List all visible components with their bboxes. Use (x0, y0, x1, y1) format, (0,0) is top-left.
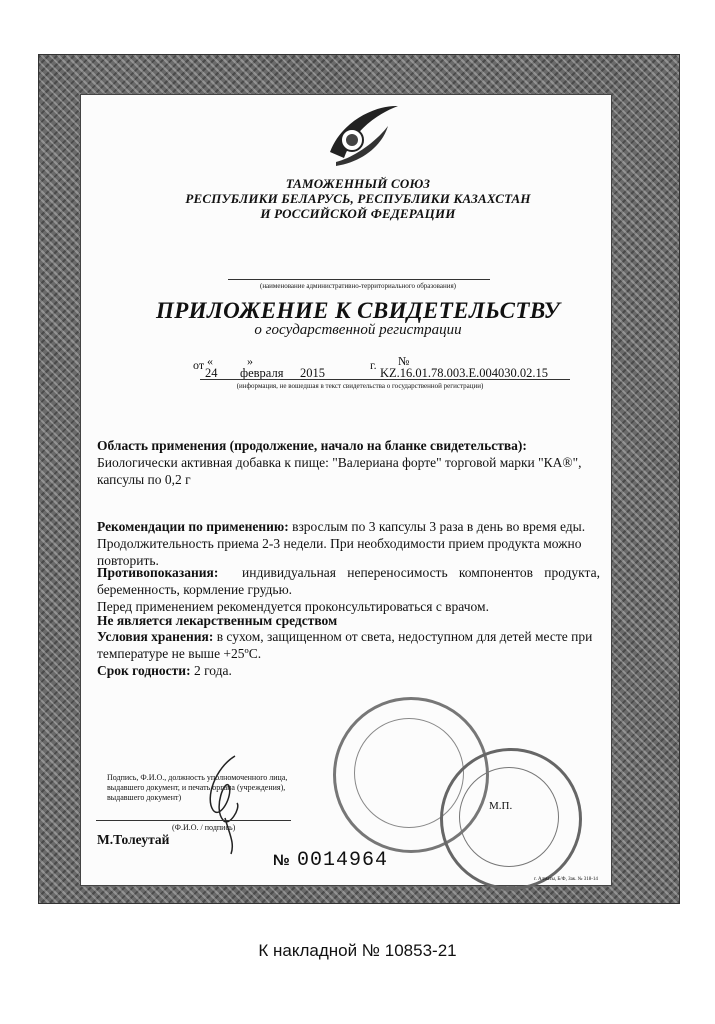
header-line-2: РЕСПУБЛИКИ БЕЛАРУСЬ, РЕСПУБЛИКИ КАЗАХСТАН (185, 191, 531, 206)
shelf-life (97, 662, 601, 679)
recommendations-line-3: повторить. (97, 553, 159, 568)
registration-number: KZ.16.01.78.003.E.004030.02.15 (380, 366, 549, 380)
date-quote-open: « (207, 354, 213, 368)
date-g: г. (370, 358, 377, 372)
recommendations-line-1 (97, 518, 601, 535)
signature-caption-3: выдавшего документ) (107, 793, 182, 802)
mp-label: М.П. (489, 800, 513, 812)
storage-label: Условия хранения: (97, 629, 214, 644)
official-seal-inner (459, 767, 559, 867)
date-line (200, 379, 570, 380)
recommendations-label: Рекомендации по применению: (97, 519, 289, 534)
contraindications-line-1: индивидуальная непереносимость компонентов продукта, (242, 565, 600, 580)
print-note: г. Алматы, Б/Ф, Зак. № 318-14 (534, 877, 598, 882)
date-month: февраля (240, 366, 284, 380)
contraindications-label: Противопоказания: (97, 565, 219, 580)
serial-no-sign: № (273, 852, 290, 869)
date-caption: (информация, не вошедшая в текст свидетельства о государственной регистрации) (236, 382, 484, 390)
header-line-1: ТАМОЖЕННЫЙ СОЮЗ (285, 176, 431, 191)
admin-caption: (наименование административно-территориального образования) (259, 282, 456, 290)
recommendations-line-2: Продолжительность приема 2-3 недели. При необходимости прием продукта можно (97, 536, 582, 551)
signature-caption-2: выдавшего документ, и печать органа (учреждения), (107, 783, 286, 792)
header-line-3: И РОССИЙСКОЙ ФЕДЕРАЦИИ (260, 206, 456, 221)
storage-line-2: температуре не выше +25ºС. (97, 646, 262, 661)
contraindications-line-2: беременность, кормление грудью. (97, 582, 293, 597)
not-medicine-note: Не является лекарственным средством (97, 613, 338, 628)
shelf-life-value: 2 года. (190, 663, 232, 678)
admin-line (228, 279, 490, 280)
date-year: 2015 (300, 366, 325, 380)
storage-text: в сухом, защищенном от света, недоступном для детей месте при (213, 629, 593, 644)
waybill-note: К накладной № 10853-21 (258, 941, 457, 960)
scope-line-1: Биологически активная добавка к пище: "Валериана форте" торговой марки "КА®", (97, 455, 582, 470)
storage-line-1 (97, 628, 601, 645)
recommendations-text: взрослым по 3 капсулы 3 раза в день во время еды. (288, 519, 586, 534)
signature-line (96, 820, 291, 821)
date-quote-close: » (247, 354, 253, 368)
signatory-name: М.Толеутай (97, 832, 170, 847)
shelf-life-label: Срок годности: (97, 663, 191, 678)
date-day: 24 (205, 366, 218, 380)
official-seal (440, 748, 582, 890)
handwritten-signature (195, 748, 255, 858)
document-title: ПРИЛОЖЕНИЕ К СВИДЕТЕЛЬСТВУ (155, 298, 561, 323)
fio-caption: (Ф.И.О. / подпись) (172, 823, 236, 832)
signature-caption-1: Подпись, Ф.И.О., должность уполномоченного лица, (107, 773, 288, 782)
document-subtitle: о государственной регистрации (254, 322, 462, 338)
serial-number: 0014964 (297, 849, 389, 872)
scope-line-2: капсулы по 0,2 г (97, 472, 191, 487)
contraindications-line-3: Перед применением рекомендуется проконсультироваться с врачом. (97, 599, 489, 614)
date-no: № (398, 354, 410, 368)
date-ot: от (193, 358, 205, 372)
scope-heading: Область применения (продолжение, начало на бланке свидетельства): (97, 438, 527, 453)
customs-union-logo (322, 100, 400, 170)
